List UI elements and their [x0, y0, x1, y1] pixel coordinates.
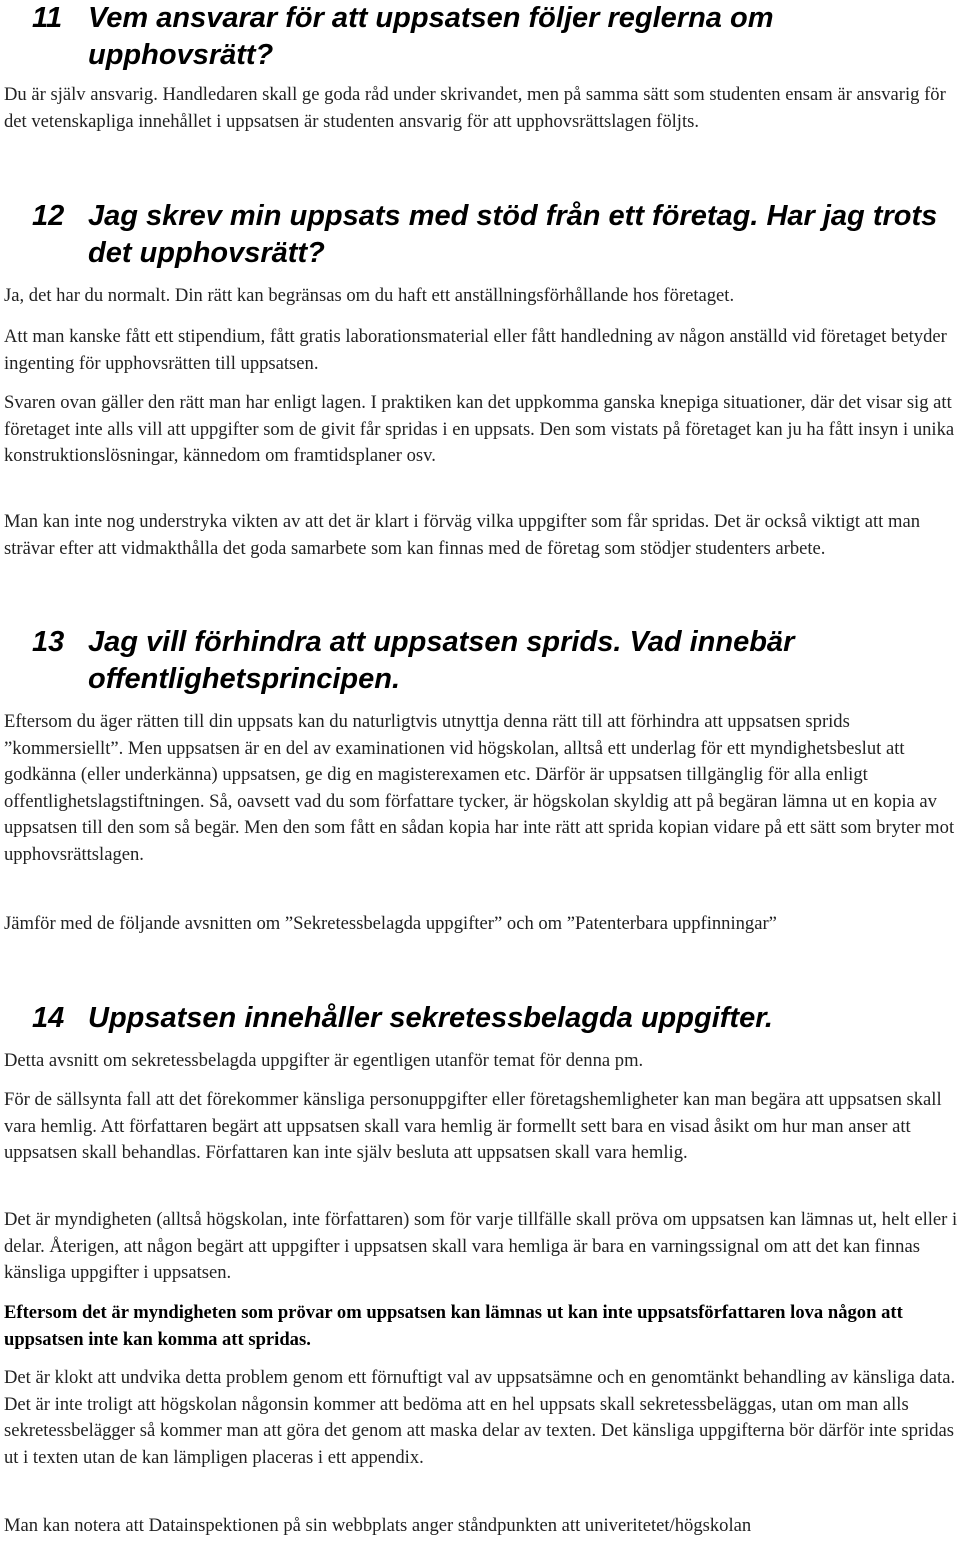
section-number: 14	[32, 1002, 65, 1034]
paragraph: Man kan inte nog understryka vikten av att det är klart i förväg vilka uppgifter som får spridas. Det är också viktigt att man strävar efter att vidmakthålla det goda samarbete som kan finnas med de företag som stödjer studenters arbete.	[4, 511, 920, 559]
section-title: Jag vill förhindra att uppsatsen sprids. Vad innebär offentlighetsprincipen.	[88, 626, 795, 695]
section-12-p1	[4, 283, 958, 310]
section-14-p2	[4, 1087, 958, 1167]
paragraph: För de sällsynta fall att det förekommer känsliga personuppgifter eller företagshemligheter kan man begära att uppsatsen skall vara hemlig. Att författaren begärt att uppsatsen skall vara hemlig är formellt sett bara en visad åsikt om hur man anser att uppsatsen skall behandlas. Författaren kan inte själv besluta att uppsatsen skall vara hemlig.	[4, 1089, 942, 1163]
section-12-p2	[4, 324, 958, 377]
section-number: 13	[32, 626, 65, 658]
section-14-p3	[4, 1207, 958, 1287]
section-13-p1	[4, 709, 958, 868]
section-14-p6	[4, 1513, 958, 1540]
section-12-p4	[4, 509, 958, 562]
paragraph: Att man kanske fått ett stipendium, fått gratis laborationsmaterial eller fått handledning av någon anställd vid företaget betyder ingenting för upphovsrätten till uppsatsen.	[4, 326, 947, 374]
paragraph: Detta avsnitt om sekretessbelagda uppgifter är egentligen utanför temat för denna pm.	[4, 1050, 644, 1071]
paragraph: Jämför med de följande avsnitten om ”Sekretessbelagda uppgifter” och om ”Patenterbara uppfinningar”	[4, 913, 777, 934]
paragraph: Eftersom du äger rätten till din uppsats kan du naturligtvis utnyttja denna rätt till att förhindra att uppsatsen sprids ”kommersiellt”. Men uppsatsen är en del av examinationen vid högskolan, alltså ett underlag för ett myndighetsbeslut att godkänna (eller underkänna) uppsatsen, ge dig en magisterexamen etc. Därför är uppsatsen tillgänglig för alla enligt offentlighetslagstiftningen. Så, oavsett vad du som författare tycker, är högskolan skyldig att på begäran lämna ut en kopia av uppsatsen till den som så begär. Men den som fått en sådan kopia har inte rätt att sprida kopian vidare på ett sätt som bryter mot upphovsrättslagen.	[4, 711, 955, 865]
paragraph: Man kan notera att Datainspektionen på sin webbplats anger ståndpunkten att univeritetet/högskolan	[4, 1515, 752, 1536]
section-12-p3	[4, 390, 958, 470]
section-11	[4, 0, 958, 74]
section-number: 12	[32, 200, 65, 232]
paragraph: Du är själv ansvarig. Handledaren skall ge goda råd under skrivandet, men på samma sätt som studenten ensam är ansvarig för det vetenskapliga innehållet i uppsatsen är studenten ansvarig för att upphovsrättslagen följts.	[4, 84, 946, 132]
section-14-p5	[4, 1365, 958, 1471]
paragraph: Det är klokt att undvika detta problem genom ett förnuftigt val av uppsatsämne och en genomtänkt behandling av känsliga data. Det är inte troligt att högskolan någonsin kommer att bedöma att en hel uppsats skall sekretessbeläggas, utan om man alls sekretessbelägger så kommer man att göra det genom att maska delar av texten. Det känsliga uppgifterna bör därför inte spridas ut i texten utan de kan lämpligen placeras i ett appendix.	[4, 1367, 956, 1468]
section-heading	[4, 1000, 958, 1037]
paragraph-bold: Eftersom det är myndigheten som prövar om uppsatsen kan lämnas ut kan inte uppsatsförfattaren lova någon att uppsatsen inte kan komma att spridas.	[4, 1302, 903, 1350]
section-12	[4, 198, 958, 272]
paragraph: Det är myndigheten (alltså högskolan, inte författaren) som för varje tillfälle skall pröva om uppsatsen kan lämnas ut, helt eller i delar. Återigen, att någon begärt att uppgifter i uppsatsen skall vara hemliga är bara en varningssignal om att det kan finnas känsliga uppgifter i uppsatsen.	[4, 1209, 958, 1283]
section-14-p4	[4, 1300, 958, 1353]
section-14-p1	[4, 1048, 958, 1075]
section-13-p2	[4, 911, 958, 938]
paragraph: Svaren ovan gäller den rätt man har enligt lagen. I praktiken kan det uppkomma ganska knepiga situationer, där det visar sig att företaget inte alls vill att uppgifter som de givit får spridas i en uppsats. Den som vistats på företaget kan ju ha fått insyn i unika konstruktionslösningar, kännedom om framtidsplaner osv.	[4, 392, 955, 466]
section-title: Vem ansvarar för att uppsatsen följer reglerna om upphovsrätt?	[88, 2, 774, 71]
section-13	[4, 624, 958, 698]
section-title: Uppsatsen innehåller sekretessbelagda uppgifter.	[88, 1002, 773, 1034]
section-heading	[4, 0, 958, 74]
section-14	[4, 1000, 958, 1037]
section-number: 11	[32, 2, 63, 34]
paragraph: Ja, det har du normalt. Din rätt kan begränsas om du haft ett anställningsförhållande hos företaget.	[4, 285, 735, 306]
section-11-body	[4, 82, 958, 135]
section-heading	[4, 624, 958, 698]
section-title: Jag skrev min uppsats med stöd från ett företag. Har jag trots det upphovsrätt?	[88, 200, 938, 269]
section-heading	[4, 198, 958, 272]
